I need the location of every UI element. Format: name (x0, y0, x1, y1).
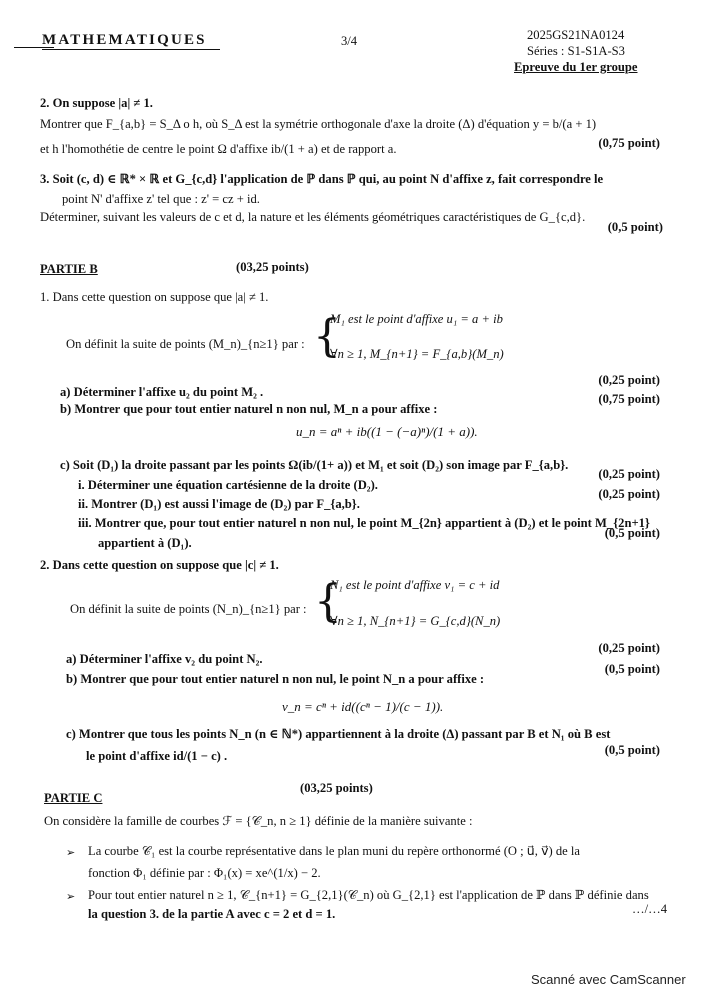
partB-q1c-iii-2: appartient à (D₁). (98, 536, 192, 550)
partA-q3-line3: Déterminer, suivant les valeurs de c et d, la nature et les éléments géométriques caractéristiques de G_{c,d}. (40, 210, 586, 224)
subject-title: MATHEMATIQUES (42, 32, 207, 48)
partB-q1b-formula: u_n = aⁿ + ib((1 − (−a)ⁿ)/(1 + a)). (296, 424, 478, 439)
partA-q2-points: (0,75 point) (598, 136, 660, 150)
partC-bullet2-line2: la question 3. de la partie A avec c = 2 et d = 1. (88, 907, 336, 921)
arrow-bullet-icon: ➢ (66, 846, 76, 859)
partC-bullet1-line2: fonction Φ₁ définie par : Φ₁(x) = xe^(1/x) − 2. (88, 866, 321, 880)
brace-icon-2: { (314, 576, 342, 627)
partB-q2c-points: (0,5 point) (604, 743, 660, 757)
partB-q1c-i: i. Déterminer une équation cartésienne de la droite (D₂). (78, 478, 378, 492)
page-number: 3/4 (341, 34, 358, 48)
partB-q1c-iii-points: (0,5 point) (604, 526, 660, 540)
partB-q2b-formula: v_n = cⁿ + id((cⁿ − 1)/(c − 1)). (282, 699, 444, 714)
partB-q1a-points: (0,25 point) (598, 373, 660, 387)
continue-marker: …/…4 (632, 902, 667, 916)
partA-q2-title: 2. On suppose |a| ≠ 1. (40, 96, 153, 110)
partB-q1a: a) Déterminer l'affixe u₂ du point M₂ . (60, 385, 264, 399)
partA-q3-line1: 3. Soit (c, d) ∈ ℝ* × ℝ et G_{c,d} l'application de ℙ dans ℙ qui, au point N d'affixe z, fait correspondre le (40, 172, 604, 186)
partB-q2-case1: N₁ est le point d'affixe v₁ = c + id (330, 578, 500, 592)
partA-q3-line2: point N' d'affixe z' tel que : z' = cz + id. (62, 192, 260, 206)
partB-q1c-ii: ii. Montrer (D₁) est aussi l'image de (D₂) par F_{a,b}. (78, 497, 360, 511)
partA-q3-points: (0,5 point) (607, 220, 663, 234)
partB-title: PARTIE B (40, 262, 98, 276)
partC-bullet2-line1: Pour tout entier naturel n ≥ 1, 𝒞_{n+1} = G_{2,1}(𝒞_n) où G_{2,1} est l'application de ℙ dans ℙ définie dans (88, 888, 649, 902)
partB-q1c-iii: iii. Montrer que, pour tout entier naturel n non nul, le point M_{2n} appartient à (D₂) et le point M_{2n+1} (78, 516, 650, 530)
exam-code: 2025GS21NA0124 (527, 28, 625, 42)
partB-points: (03,25 points) (236, 260, 309, 274)
partA-q2-text-2: et h l'homothétie de centre le point Ω d'affixe ib/(1 + a) et de rapport a. (40, 142, 397, 156)
brace-icon: { (313, 311, 341, 362)
exam-series: Séries : S1-S1A-S3 (527, 44, 625, 58)
partB-q2b: b) Montrer que pour tout entier naturel n non nul, le point N_n a pour affixe : (66, 672, 485, 686)
partB-q1-case2: ∀n ≥ 1, M_{n+1} = F_{a,b}(M_n) (330, 347, 504, 361)
partB-q1-case1: M₁ est le point d'affixe u₁ = a + ib (330, 312, 503, 326)
partC-title: PARTIE C (44, 791, 103, 805)
partC-intro: On considère la famille de courbes ℱ = {𝒞_n, n ≥ 1} définie de la manière suivante : (44, 814, 473, 828)
partB-q2-definition: On définit la suite de points (N_n)_{n≥1} par : (70, 602, 307, 616)
partB-q1-intro: 1. Dans cette question on suppose que |a| ≠ 1. (40, 290, 269, 304)
partB-q2a: a) Déterminer l'affixe v₂ du point N₂. (66, 652, 263, 666)
partB-q1c: c) Soit (D₁) la droite passant par les points Ω(ib/(1+ a)) et M₁ et soit (D₂) son image par F_{a,b}. (60, 458, 569, 472)
partB-q1c-ii-points: (0,25 point) (598, 487, 660, 501)
partB-q1c-i-points: (0,25 point) (598, 467, 660, 481)
partA-q2-text: Montrer que F_{a,b} = S_Δ o h, où S_Δ est la symétrie orthogonale d'axe la droite (Δ) d'équation y = b/(a + 1) (40, 117, 597, 131)
partB-q2-intro: 2. Dans cette question on suppose que |c| ≠ 1. (40, 558, 279, 572)
partC-bullet1-line1: La courbe 𝒞₁ est la courbe représentative dans le plan muni du repère orthonormé (O ; u⃗, v⃗) de la (88, 844, 580, 858)
partB-q1b-points: (0,75 point) (598, 392, 660, 406)
partB-q2a-points: (0,25 point) (598, 641, 660, 655)
partB-q2c: c) Montrer que tous les points N_n (n ∈ ℕ*) appartiennent à la droite (Δ) passant par B et N₁ où B est (66, 727, 611, 741)
partB-q2-case2: ∀n ≥ 1, N_{n+1} = G_{c,d}(N_n) (330, 614, 501, 628)
subject-underline (42, 49, 220, 50)
partC-points: (03,25 points) (300, 781, 373, 795)
partB-q1b: b) Montrer que pour tout entier naturel n non nul, M_n a pour affixe : (60, 402, 438, 416)
partB-q2c-2: le point d'affixe id/(1 − c) . (86, 749, 228, 763)
scanner-watermark: Scanné avec CamScanner (531, 972, 686, 987)
arrow-bullet-icon-2: ➢ (66, 890, 76, 903)
exam-group: Epreuve du 1er groupe (514, 60, 638, 74)
partB-q1-definition: On définit la suite de points (M_n)_{n≥1} par : (66, 337, 305, 351)
partB-q2b-points: (0,5 point) (604, 662, 660, 676)
